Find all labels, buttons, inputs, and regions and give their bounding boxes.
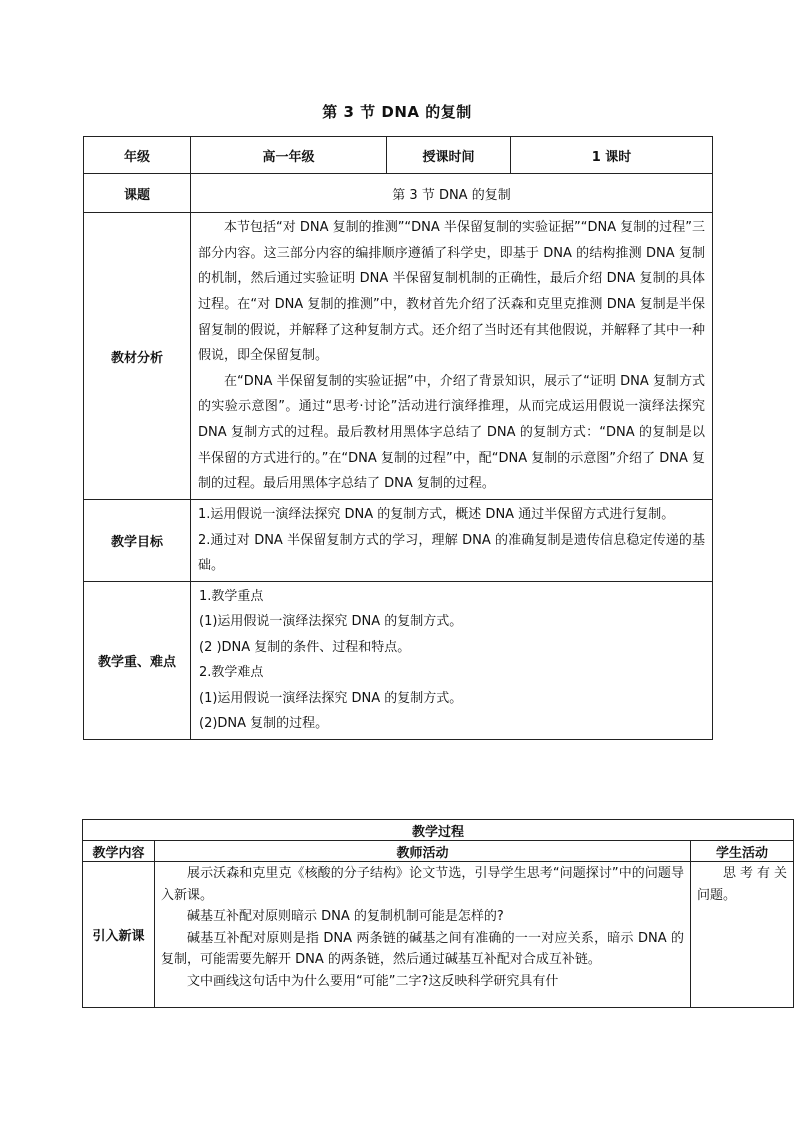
topic-value: 第 3 节 DNA 的复制 [191, 174, 713, 213]
teaching-process-table [82, 819, 794, 1008]
lesson-info-table [83, 136, 713, 740]
process-title: 教学过程 [83, 820, 794, 841]
teacher-activity [155, 862, 691, 1008]
key-item: 2.教学难点 [199, 665, 264, 681]
topic-label: 课题 [84, 174, 191, 213]
table-row [84, 174, 713, 213]
goal-item: 1.运用假说一演绎法探究 DNA 的复制方式，概述 DNA 通过半保留方式进行复制。 [198, 507, 675, 522]
teacher-paragraph: 碱基互补配对原则暗示 DNA 的复制机制可能是怎样的? [187, 909, 504, 924]
table-row [83, 862, 794, 1008]
goals-label: 教学目标 [84, 500, 191, 582]
analysis-paragraph: 本节包括“对 DNA 复制的推测”“DNA 半保留复制的实验证据”“DNA 复制的过程”三部分内容。这三部分内容的编排顺序遵循了科学史，即基于 DNA 的结构推测 DNA 复制的机制，然后通过实验证明 DNA 半保留复制机制的正确性，最后介绍 DNA 复制的具体过程。在“对 DNA 复制的推测”中，教材首先介绍了沃森和克里克推测 DNA 复制是半保留复制的假说，并解释了这种复制方式。还介绍了当时还有其他假说，并解释了其中一种假说，即全保留复制。 [198, 220, 706, 364]
table-row [84, 500, 713, 582]
analysis-content [191, 213, 713, 500]
key-item: 1.教学重点 [199, 588, 264, 604]
student-paragraph: 思考有关问题。 [697, 866, 787, 903]
col-header-student: 学生活动 [691, 841, 794, 862]
col-header-teacher: 教师活动 [155, 841, 691, 862]
table-row [83, 841, 794, 862]
key-item: (1)运用假说一演绎法探究 DNA 的复制方式。 [199, 690, 463, 706]
page-title: 第 3 节 DNA 的复制 [322, 103, 472, 121]
intro-label: 引入新课 [83, 862, 155, 1008]
teacher-paragraph: 碱基互补配对原则是指 DNA 两条链的碱基之间有准确的一一对应关系，暗示 DNA 的复制，可能需要先解开 DNA 的两条链，然后通过碱基互补配对合成互补链。 [161, 930, 684, 967]
time-label: 授课时间 [387, 137, 511, 174]
teacher-paragraph: 文中画线这句话中为什么要用“可能”二字?这反映科学研究具有什 [187, 973, 559, 989]
table-row [84, 137, 713, 174]
key-item: (2 )DNA 复制的条件、过程和特点。 [199, 639, 411, 655]
col-header-content: 教学内容 [83, 841, 155, 862]
key-item: (2)DNA 复制的过程。 [199, 716, 329, 732]
grade-value: 高一年级 [191, 137, 387, 174]
grade-label: 年级 [84, 137, 191, 174]
analysis-paragraph: 在“DNA 半保留复制的实验证据”中，介绍了背景知识，展示了“证明 DNA 复制方式的实验示意图”。通过“思考·讨论”活动进行演绎推理，从而完成运用假说一演绎法探究 DNA 复制方式的过程。最后教材用黑体字总结了 DNA 的复制方式：“DNA 的复制是以半保留的方式进行的。”在“DNA 复制的过程”中，配“DNA 复制的示意图”介绍了 DNA 复制的过程。最后用黑体字总结了 DNA 复制的过程。 [198, 373, 705, 492]
goal-item: 2.通过对 DNA 半保留复制方式的学习，理解 DNA 的准确复制是遗传信息稳定传递的基础。 [198, 532, 705, 574]
time-value: 1 课时 [511, 137, 713, 174]
key-points-content [191, 581, 713, 739]
key-points-label: 教学重、难点 [84, 581, 191, 739]
analysis-label: 教材分析 [84, 213, 191, 500]
student-activity [691, 862, 794, 1008]
goals-content [191, 500, 713, 582]
table-row [84, 581, 713, 739]
table-row [84, 213, 713, 500]
teacher-paragraph: 展示沃森和克里克《核酸的分子结构》论文节选，引导学生思考“问题探讨”中的问题导入新课。 [161, 866, 684, 903]
key-item: (1)运用假说一演绎法探究 DNA 的复制方式。 [199, 614, 463, 630]
table-row [83, 820, 794, 841]
